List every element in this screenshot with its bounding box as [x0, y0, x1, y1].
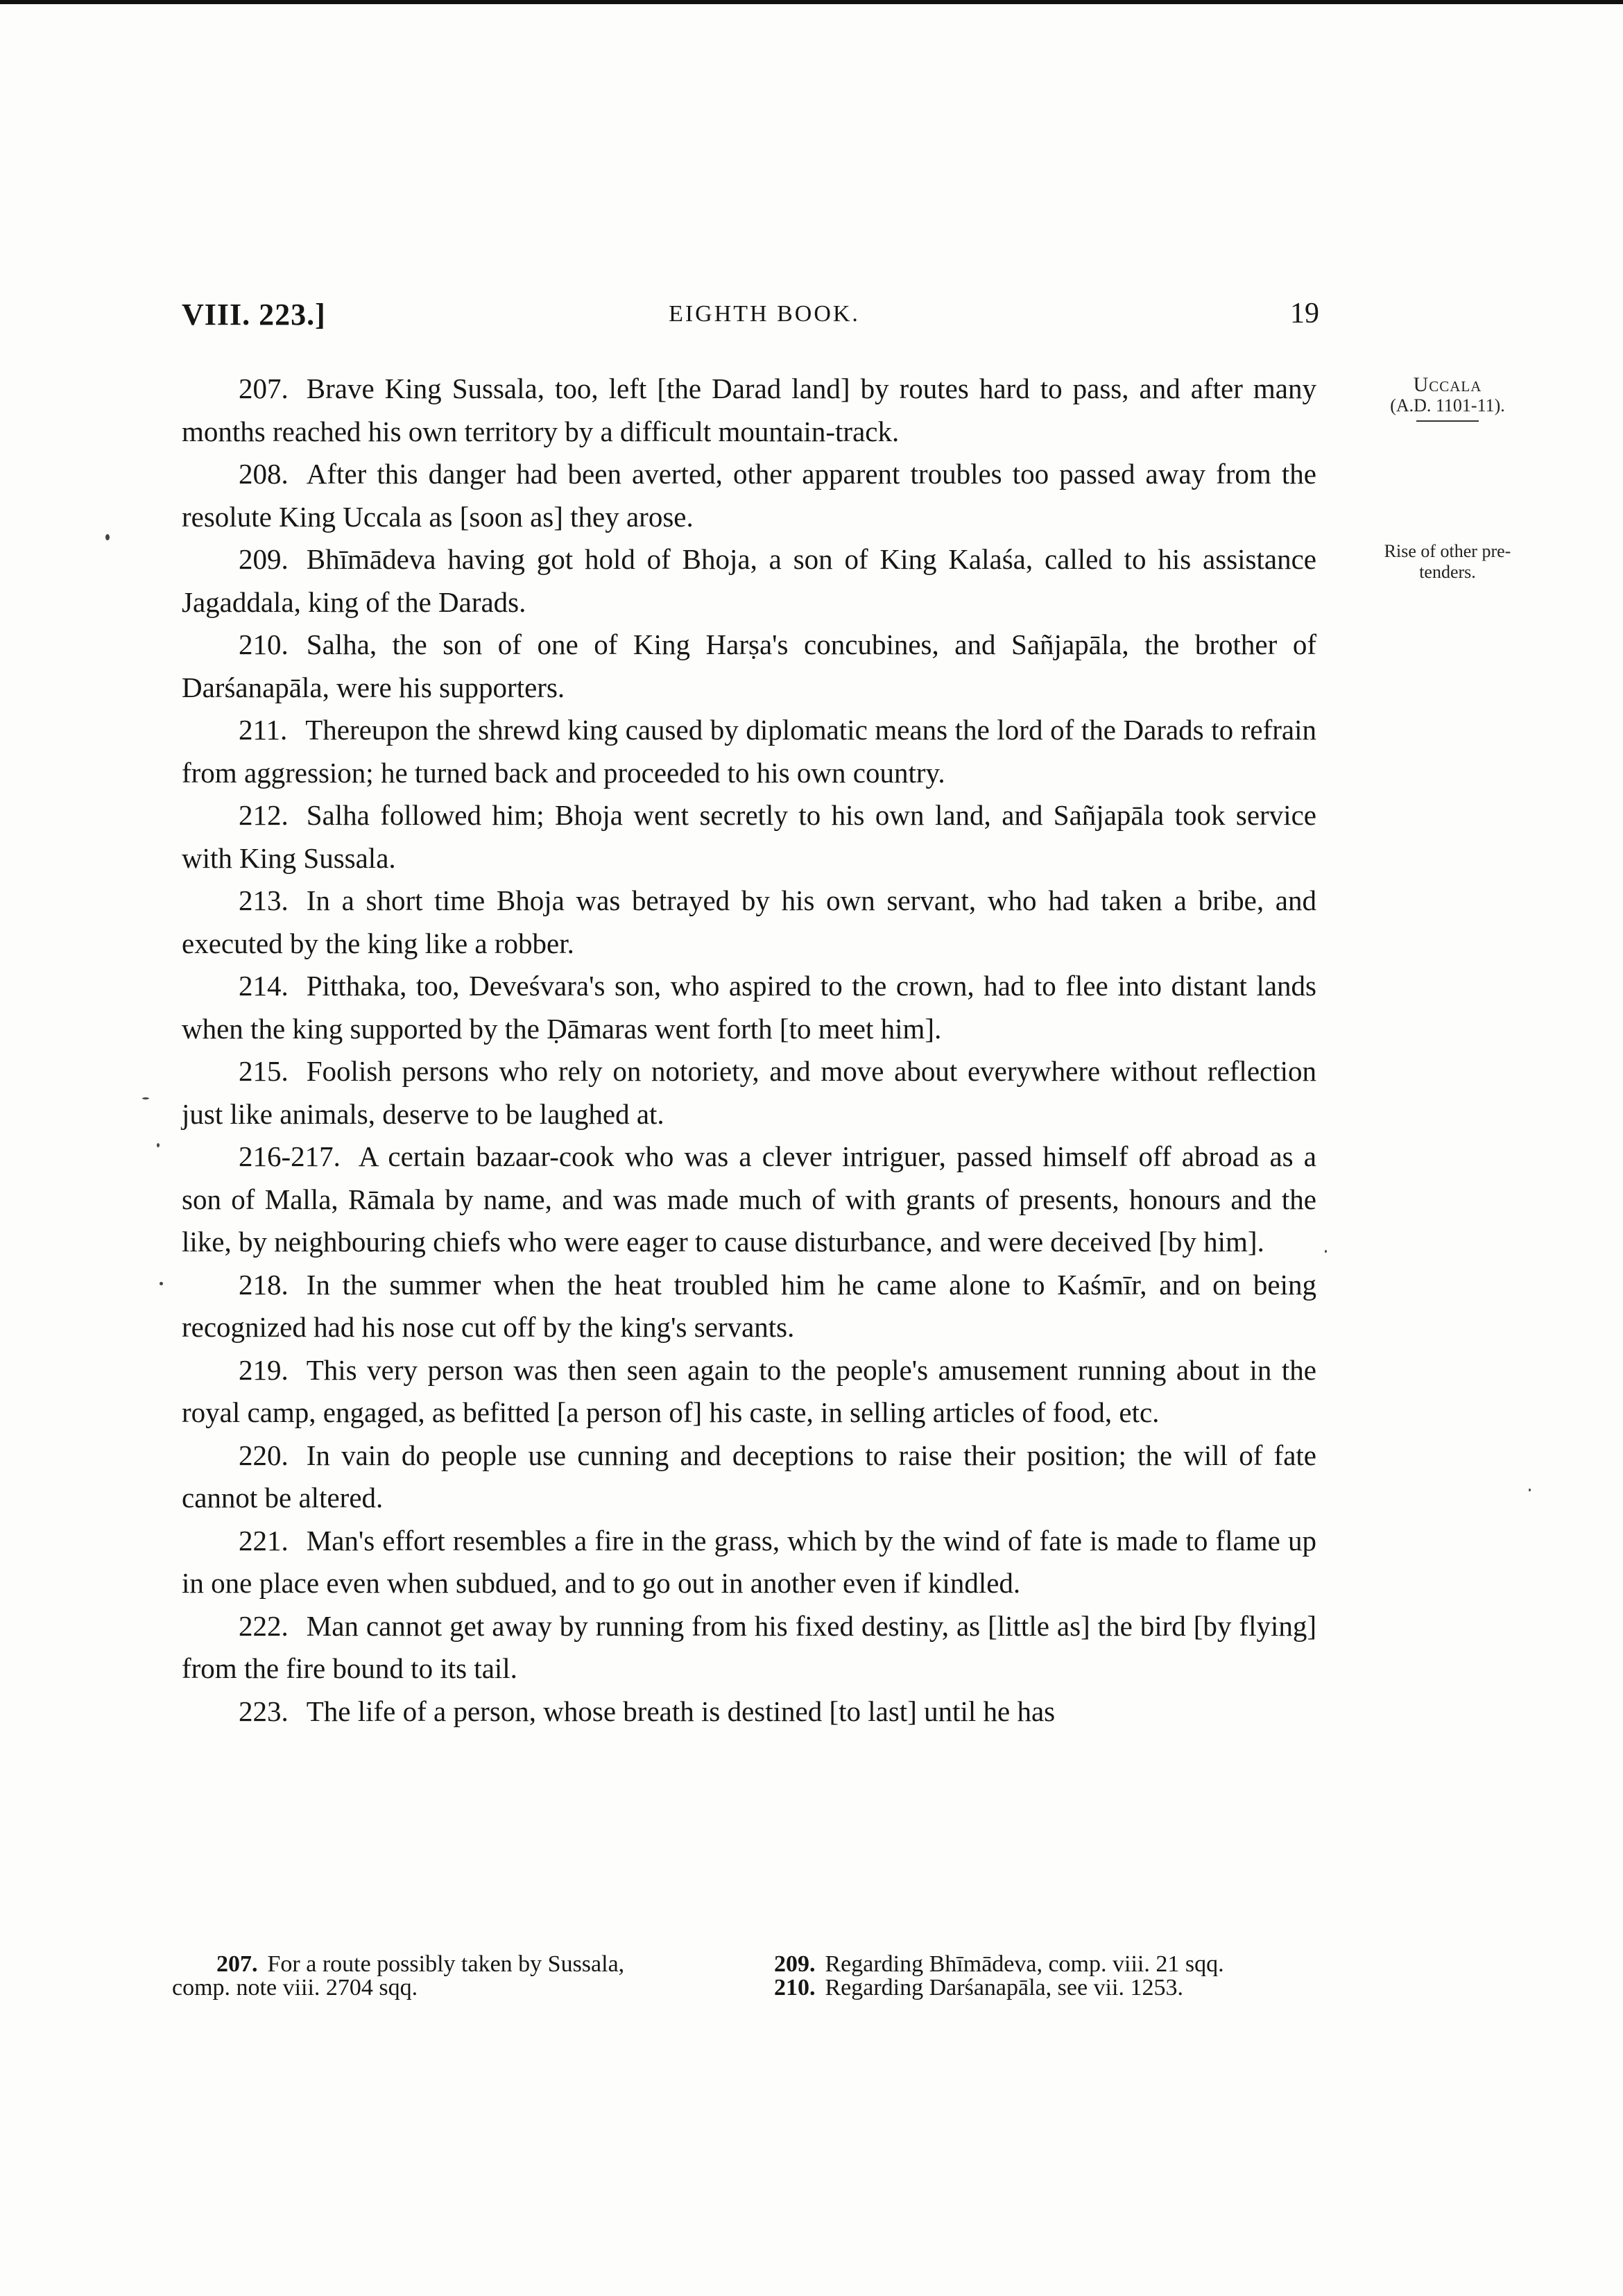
- footnote-number: 207.: [216, 1951, 258, 1977]
- verse-text: Bhīmādeva having got hold of Bhoja, a son of King Kalaśa, called to his assistance Jagaddala, king of the Darads.: [182, 543, 1316, 618]
- scan-speck: [1325, 1250, 1327, 1253]
- verse-208: [182, 453, 1316, 538]
- sidenote-line: tenders.: [1419, 562, 1476, 582]
- verse-209: [182, 538, 1316, 624]
- verse-text: Salha followed him; Bhoja went secretly to his own land, and Sañjapāla took service with King Sussala.: [182, 799, 1316, 874]
- scan-speck: [142, 1097, 149, 1099]
- verse-223: [182, 1690, 1316, 1733]
- verse-207: [182, 368, 1316, 453]
- verse-221: [182, 1520, 1316, 1605]
- verse-text: Foolish persons who rely on notoriety, and move about everywhere without reflection just like animals, deserve to be laughed at.: [182, 1055, 1316, 1130]
- verse-222: [182, 1605, 1316, 1690]
- footnote-207-continued: comp. note viii. 2704 sqq.: [172, 1975, 418, 2001]
- main-text: [182, 368, 1316, 1733]
- scan-speck: [1529, 1489, 1531, 1491]
- verse-number: 219.: [239, 1353, 289, 1386]
- sidenote-line: Rise of other pre-: [1384, 541, 1511, 561]
- verse-text: In the summer when the heat troubled him he came alone to Kaśmīr, and on being recognized had his nose cut off by the king's servants.: [182, 1268, 1316, 1343]
- running-header: [182, 297, 1319, 339]
- verse-number: 216-217.: [239, 1140, 341, 1172]
- verse-text: This very person was then seen again to the people's amusement running about in the royal camp, engaged, as befitted [a person of] his caste, in selling articles of food, etc.: [182, 1353, 1316, 1428]
- verse-text: In a short time Bhoja was betrayed by his own servant, who had taken a bribe, and executed by the king like a robber.: [182, 884, 1316, 959]
- verse-number: 213.: [239, 884, 289, 916]
- verse-number: 221.: [239, 1524, 289, 1557]
- page-number: 19: [1290, 298, 1319, 329]
- sidenote-title: Uccala: [1413, 373, 1482, 396]
- footnote-text: For a route possibly taken by Sussala,: [267, 1951, 625, 1977]
- verse-212: [182, 794, 1316, 880]
- verse-text: Pitthaka, too, Deveśvara's son, who aspired to the crown, had to flee into distant lands when the king supported by the Ḍāmaras went forth [to meet him].: [182, 970, 1316, 1045]
- verse-210: [182, 624, 1316, 709]
- verse-number: 218.: [239, 1268, 289, 1301]
- section-reference: VIII. 223.]: [182, 298, 326, 332]
- footnote-column-left: [172, 1953, 734, 2000]
- sidenote-pretenders: [1361, 541, 1534, 583]
- footnote-number: 210.: [774, 1975, 816, 2001]
- scan-speck: [105, 534, 110, 540]
- verse-213: [182, 880, 1316, 965]
- verse-text: Thereupon the shrewd king caused by diplomatic means the lord of the Darads to refrain from aggression; he turned back and proceeded to his own country.: [182, 714, 1316, 789]
- verse-number: 209.: [239, 543, 289, 575]
- verse-text: The life of a person, whose breath is destined [to last] until he has: [306, 1695, 1056, 1727]
- verse-number: 212.: [239, 799, 289, 831]
- verse-number: 220.: [239, 1439, 289, 1471]
- footnote-207: [172, 1953, 734, 1976]
- verse-number: 214.: [239, 970, 289, 1002]
- verse-number: 211.: [239, 714, 288, 746]
- scan-speck: [160, 1282, 163, 1285]
- verse-215: [182, 1050, 1316, 1136]
- verse-text: Brave King Sussala, too, left [the Darad land] by routes hard to pass, and after many months reached his own territory by a difficult mountain-track.: [182, 372, 1316, 447]
- top-border: [0, 0, 1623, 4]
- verse-219: [182, 1349, 1316, 1434]
- verse-211: [182, 709, 1316, 794]
- sidenote-dates: (A.D. 1101-11).: [1390, 395, 1505, 415]
- verse-text: Man cannot get away by running from his fixed destiny, as [little as] the bird [by flying] from the fire bound to its tail.: [182, 1609, 1316, 1684]
- verse-number: 222.: [239, 1609, 289, 1642]
- verse-number: 215.: [239, 1055, 289, 1087]
- verse-number: 223.: [239, 1695, 289, 1727]
- verse-number: 207.: [239, 372, 289, 404]
- footnote-text: Regarding Darśanapāla, see vii. 1253.: [825, 1975, 1183, 2001]
- verse-218: [182, 1264, 1316, 1349]
- sidenote-rule: [1416, 420, 1479, 422]
- verse-text: A certain bazaar-cook who was a clever intriguer, passed himself off abroad as a son of Malla, Rāmala by name, and was made much of with grants of presents, honours and the like, by neighbouring chiefs who were eager to cause disturbance, and were deceived [by him].: [182, 1140, 1316, 1258]
- verse-number: 210.: [239, 628, 289, 660]
- verse-text: In vain do people use cunning and deceptions to raise their position; the will of fate cannot be altered.: [182, 1439, 1316, 1514]
- verse-text: After this danger had been averted, other apparent troubles too passed away from the resolute King Uccala as [soon as] they arose.: [182, 458, 1316, 533]
- footnote-column-right: [767, 1953, 1322, 2000]
- footnote-number: 209.: [774, 1951, 816, 1977]
- verse-text: Salha, the son of one of King Harṣa's concubines, and Sañjapāla, the brother of Darśanapāla, were his supporters.: [182, 628, 1316, 703]
- sidenote-uccala: [1361, 375, 1534, 422]
- footnote-209: [767, 1953, 1322, 1976]
- verse-text: Man's effort resembles a fire in the grass, which by the wind of fate is made to flame up in one place even when subdued, and to go out in another even if kindled.: [182, 1524, 1316, 1599]
- footnote-text: Regarding Bhīmādeva, comp. viii. 21 sqq.: [825, 1951, 1224, 1977]
- verse-number: 208.: [239, 458, 289, 490]
- verse-214: [182, 965, 1316, 1050]
- scan-speck: [157, 1143, 160, 1147]
- verse-216-217: [182, 1136, 1316, 1264]
- footnote-210: [767, 1976, 1322, 2000]
- verse-220: [182, 1434, 1316, 1520]
- book-title: EIGHTH BOOK.: [669, 301, 860, 327]
